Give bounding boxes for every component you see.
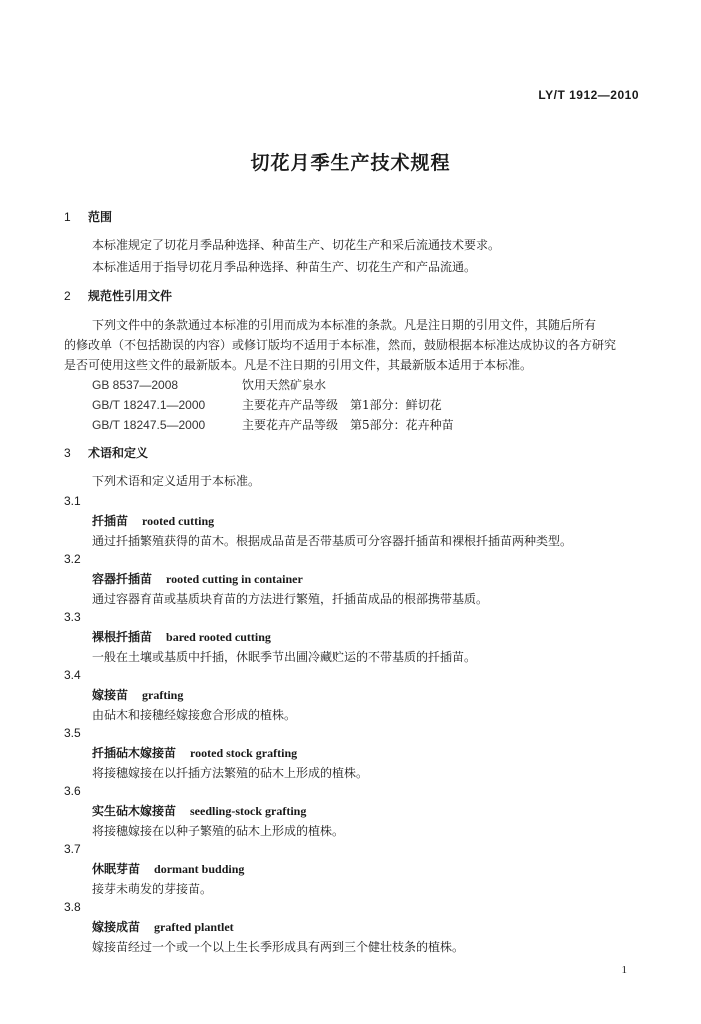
clause-3-3-number: 3.3	[64, 610, 81, 624]
section-2-para-line-1: 下列文件中的条款通过本标准的引用而成为本标准的条款。凡是注日期的引用文件，其随后所有	[92, 318, 597, 332]
standard-code: LY/T 1912—2010	[538, 88, 639, 102]
section-2-heading: 2 规范性引用文件	[64, 289, 173, 303]
definition-3-8: 嫁接苗经过一个或一个以上生长季形成具有两到三个健壮枝条的植株。	[92, 940, 465, 954]
definition-3-2: 通过容器育苗或基质块育苗的方法进行繁殖，扦插苗成品的根部携带基质。	[92, 592, 489, 606]
page-number: 1	[621, 964, 627, 976]
clause-3-1-number: 3.1	[64, 494, 81, 508]
clause-3-4-number: 3.4	[64, 668, 81, 682]
definition-3-5: 将接穗嫁接在以扦插方法繁殖的砧木上形成的植株。	[92, 766, 369, 780]
term-3-6: 实生砧木嫁接苗 seedling-stock grafting	[92, 804, 307, 818]
section-1-line-2: 本标准适用于指导切花月季品种选择、种苗生产、切花生产和产品流通。	[92, 260, 477, 274]
term-3-2: 容器扦插苗 rooted cutting in container	[92, 572, 303, 586]
definition-3-1: 通过扦插繁殖获得的苗木。根据成品苗是否带基质可分容器扦插苗和裸根扦插苗两种类型。	[92, 534, 573, 548]
term-3-7: 休眠芽苗 dormant budding	[92, 862, 245, 876]
term-3-1: 扦插苗 rooted cutting	[92, 514, 215, 528]
clause-3-6-number: 3.6	[64, 784, 81, 798]
section-1-line-1: 本标准规定了切花月季品种选择、种苗生产、切花生产和采后流通技术要求。	[92, 238, 501, 252]
document-title: 切花月季生产技术规程	[250, 152, 451, 174]
reference-1: GB 8537—2008 饮用天然矿泉水	[92, 378, 327, 392]
definition-3-3: 一般在土壤或基质中扦插，休眠季节出圃冷藏贮运的不带基质的扦插苗。	[92, 650, 477, 664]
term-3-5: 扦插砧木嫁接苗 rooted stock grafting	[92, 746, 298, 760]
clause-3-8-number: 3.8	[64, 900, 81, 914]
reference-2: GB/T 18247.1—2000 主要花卉产品等级 第1部分：鲜切花	[92, 398, 442, 412]
term-3-3: 裸根扦插苗 bared rooted cutting	[92, 630, 271, 644]
definition-3-4: 由砧木和接穗经嫁接愈合形成的植株。	[92, 708, 297, 722]
section-3-intro: 下列术语和定义适用于本标准。	[92, 474, 261, 488]
clause-3-2-number: 3.2	[64, 552, 81, 566]
section-1-heading: 1 范围	[64, 210, 113, 224]
term-3-8: 嫁接成苗 grafted plantlet	[92, 920, 234, 934]
reference-3: GB/T 18247.5—2000 主要花卉产品等级 第5部分：花卉种苗	[92, 418, 454, 432]
term-3-4: 嫁接苗 grafting	[92, 688, 184, 702]
clause-3-7-number: 3.7	[64, 842, 81, 856]
clause-3-5-number: 3.5	[64, 726, 81, 740]
section-2-para-line-3: 是否可使用这些文件的最新版本。凡是不注日期的引用文件，其最新版本适用于本标准。	[64, 358, 533, 372]
section-2-para-line-2: 的修改单（不包括勘误的内容）或修订版均不适用于本标准，然而，鼓励根据本标准达成协议的各方研究	[64, 338, 617, 352]
section-3-heading: 3 术语和定义	[64, 446, 149, 460]
definition-3-6: 将接穗嫁接在以种子繁殖的砧木上形成的植株。	[92, 824, 345, 838]
definition-3-7: 接芽未萌发的芽接苗。	[92, 882, 213, 896]
